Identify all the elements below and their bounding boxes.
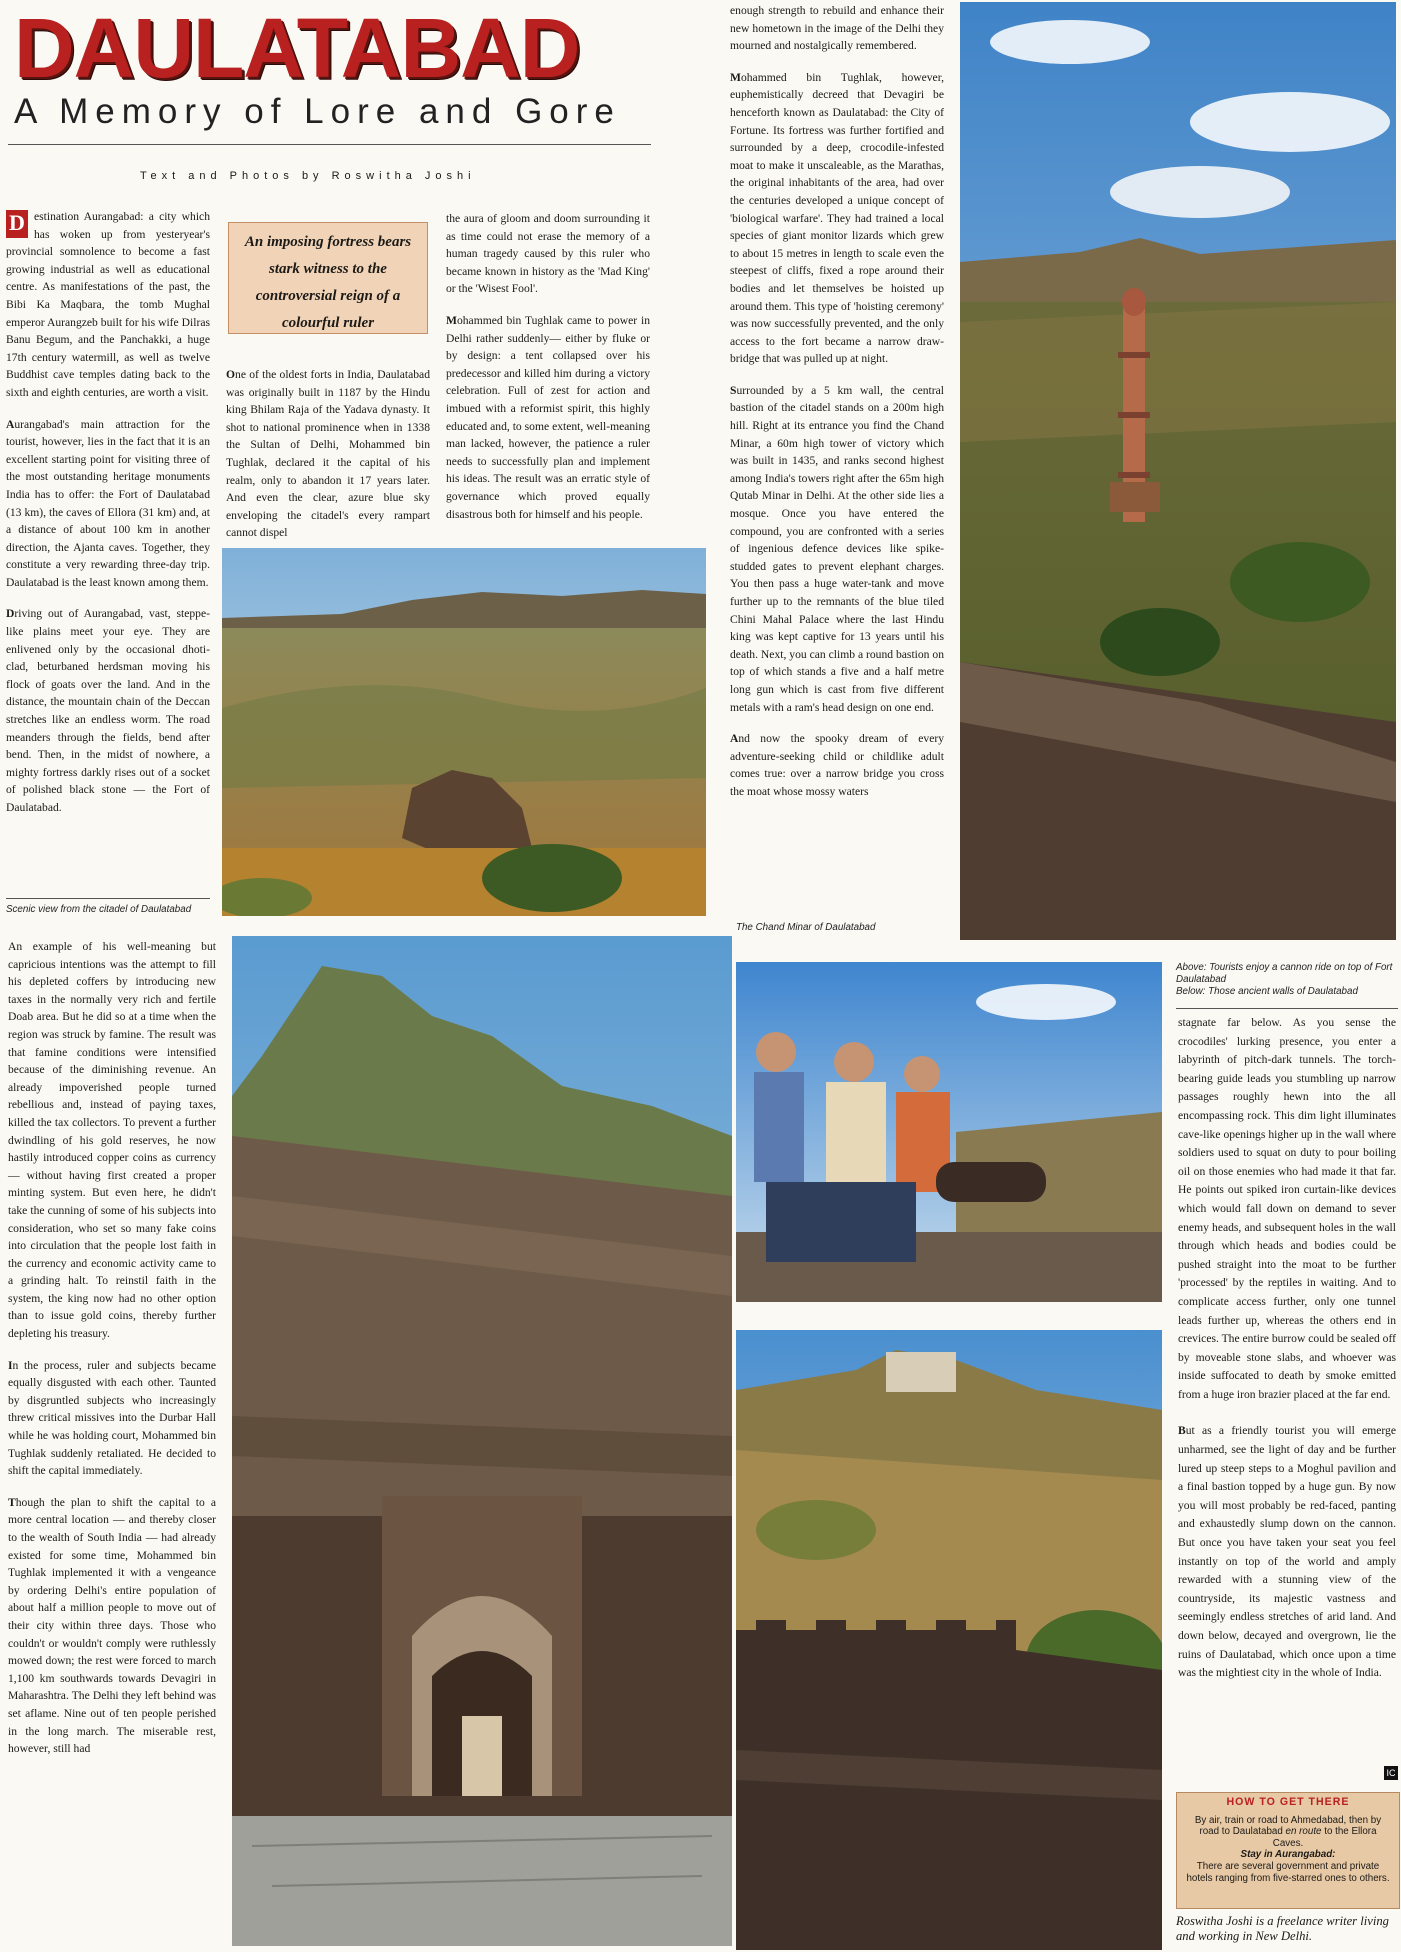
- pullquote: An imposing fortress bears stark witness to the controversial reign of a colourful ruler: [228, 222, 428, 334]
- column-4: [730, 2, 944, 815]
- byline: Text and Photos by Roswitha Joshi: [140, 170, 476, 182]
- caption-scenic: Scenic view from the citadel of Daulatabad: [6, 904, 192, 915]
- article-title: DAULATABAD: [14, 1, 580, 95]
- caption-rule: [1176, 1008, 1398, 1009]
- column-6: [1178, 1014, 1396, 1697]
- scenic-view-photo: [222, 548, 706, 916]
- caption-minar: The Chand Minar of Daulatabad: [736, 922, 876, 933]
- caption-above: Above: Tourists enjoy a cannon ride on top of Fort Daulatabad: [1176, 962, 1393, 985]
- end-mark: IC: [1384, 1766, 1398, 1780]
- paragraph: Driving out of Aurangabad, vast, steppe-like plains meet your eye. They are enlivened only by the occasional dhoti-clad, beturbaned herdsman moving his flock of goats over the land. And in the distance, the mountain chain of the Deccan stretches like an endless worm. The road meanders through the fields, bend after bend. Then, in the midst of nowhere, a mighty fortress darkly rises out of a socket of polished black stone — the Fort of Daulatabad.: [6, 607, 210, 814]
- paragraph: One of the oldest forts in India, Daulatabad was originally built in 1187 by the Hindu king Bhilam Raja of the Yadava dynasty. It shot to national prominence when in 1338 the Sultan of Delhi, Mohammed bin Tughlak, declared it the capital of his realm, only to abandon it 17 years later. And even the clear, azure blue sky enveloping the citadel's every rampart cannot dispel: [226, 368, 430, 540]
- column-3: [446, 210, 650, 537]
- paragraph: the aura of gloom and doom surrounding it as time could not erase the memory of a human tragedy caused by this ruler who became known in history as the 'Mad King' or the 'Wisest Fool'.: [446, 212, 650, 296]
- paragraph: But as a friendly tourist you will emerge unharmed, see the light of day and be further lured up steep steps to a Moghul pavilion and a final bastion topped by a huge gun. By now you will most probably be red-faced, panting and exhaustedly slump down on the cannon. But once you have taken your seat you feel instantly on top of the world and amply rewarded with a stunning view of the countryside, its majestic vastness and seemingly endless stretches of arid land. And down below, decayed and overgrown, lie the ruins of Daulatabad, which once upon a time was the mightiest city in the whole of India.: [1178, 1424, 1396, 1680]
- column-5: [8, 938, 216, 1772]
- column-1: [6, 208, 210, 831]
- paragraph: And now the spooky dream of every adventure-seeking child or childlike adult comes true: over a narrow bridge you cross the moat whose mossy waters: [730, 732, 944, 798]
- howto-subheading: Stay in Aurangabad:: [1240, 1849, 1336, 1861]
- article-subtitle: A Memory of Lore and Gore: [14, 92, 621, 131]
- paragraph: Aurangabad's main attraction for the tourist, however, lies in the fact that it is an excellent starting point for visiting three of the most outstanding heritage monuments India has to offer: the Fort of Daulatabad (13 km), the caves of Ellora (31 km) and, at a distance of about 100 km in another direction, the Ajanta caves. Together, they constitute a very rewarding three-day trip. Daulatabad is the least known among them.: [6, 417, 210, 589]
- fort-gate-photo: [232, 936, 732, 1946]
- paragraph: An example of his well-meaning but capricious intentions was the attempt to fill his depleted coffers by introducing new taxes in the normally very rich and fertile Doab area. But he did so at a time when the region was struck by famine. The result was that famine conditions were intensified because of the diminishing revenue. An already impoverished people turned rebellious and, instead of paying taxes, killed the tax collectors. To prevent a further dwindling of his gold reserves, he now hastily introduced copper coins as currency— without having first created a proper minting system. But even here, he didn't take the cunning of some of his subjects into consideration, who set so many fake coins into circulation that the people lost faith in the currency and economic activity came to a grinding halt. To reinstil faith in the system, the king now had no other option than to issue gold coins, thereby further depleting his treasury.: [8, 940, 216, 1341]
- caption-below: Below: Those ancient walls of Daulatabad: [1176, 986, 1358, 997]
- paragraph: Mohammed bin Tughlak, however, euphemistically decreed that Devagiri be henceforth known as Daulatabad: the City of Fortune. Its fortress was further fortified and surrounded by a deep, crocodile-infested moat to make it unscaleable, as the Marathas, the original inhabitants of the area, had over the centuries developed a unique concept of 'biological warfare'. They had trained a local species of giant monitor lizards which grew to about 15 metres in length to scale even the steepest of cliffs, fixed a rope around their bodies and let themselves be hoisted up around them. This type of 'hoisting ceremony' was now successfully prevented, and the only access to the fort became a narrow draw-bridge that was pulled up at night.: [730, 70, 944, 366]
- howto-heading: HOW TO GET THERE: [1226, 1796, 1350, 1808]
- paragraph: In the process, ruler and subjects became equally disgusted with each other. Taunted by disgruntled subjects who increasingly threw critical missives into the Durbar Hall while he was holding court, Mohammed bin Tughlak suddenly retaliated. He decided to shift the capital immediately.: [8, 1358, 216, 1478]
- howto-line: There are several government and private hotels ranging from five-starred ones to others.: [1186, 1860, 1390, 1884]
- ancient-walls-photo: [736, 1330, 1162, 1950]
- dropcap: D: [6, 210, 28, 238]
- paragraph: Though the plan to shift the capital to a more central location — and thereby closer to the wealth of South India — had already existed for some time, Mohammed bin Tughlak implemented it with a vengeance by ordering Delhi's entire population of about half a million people to move out of their city within three days. Those who couldn't or wouldn't comply were ruthlessly mowed down; the rest were forced to march 1,100 km southwards towards Devagiri in Maharashtra. The Delhi they left behind was set aflame. Nine out of ten people perished in the long march. The miserable rest, however, still had: [8, 1495, 216, 1756]
- chand-minar-photo: [960, 2, 1396, 940]
- paragraph: stagnate far below. As you sense the crocodiles' lurking presence, you enter a labyrinth of pitch-dark tunnels. The torch-bearing guide leads you stumbling up narrow passages roughly hewn into the all encompassing rock. This dim light illuminates cave-like openings higher up in the wall where soldiers used to squat on duty to pour boiling oil on those enemies who had made it that far. He points out spiked iron curtain-like devices which would fall down on demand to sever enemy heads, and subsequent holes in the wall through which heads and bodies could be pushed straight into the moat to be further 'processed' by the reptiles in waiting. And to complicate access further, only one tunnel leads further up, whereas the others end in crevices. The entire burrow could be sealed off by moveable stone slabs, and whoever was inside suffocated to death by smoke emitted from a huge iron brazier placed at the far end.: [1178, 1016, 1396, 1401]
- paragraph: D estination Aurangabad: a city which has woken up from yesteryear's provincial somnolence to become a fast growing industrial as well as educational centre. As manifestations of the past, the Bibi Ka Maqbara, the tomb Mughal emperor Aurangzeb built for his wife Dilras Banu Begum, and the Panchakki, a huge 17th century watermill, as well as twelve Buddhist cave temples dating back to the sixth and eighth centuries, are worth a visit.: [6, 210, 210, 399]
- paragraph: Mohammed bin Tughlak came to power in Delhi rather suddenly— either by fluke or by design: a tent collapsed over his predecessor and killed him during a victory celebration. Full of zest for action and imbued with a reformist spirit, this highly educated and, to some extent, well-meaning man lacked, however, the patience a ruler needs to successfully plan and implement his ideas. The result was an erratic style of governance which proved equally disastrous both for himself and his people.: [446, 313, 650, 521]
- tourists-cannon-photo: [736, 962, 1162, 1302]
- author-bio: Roswitha Joshi is a freelance writer living and working in New Delhi.: [1176, 1914, 1389, 1943]
- paragraph: Surrounded by a 5 km wall, the central bastion of the citadel stands on a 200m high hill. Right at its entrance you find the Chand Minar, a 60m high tower of victory which was built in 1435, and ranks second highest among India's towers right after the 65m high Qutab Minar in Delhi. At the other side lies a mosque. Once you have entered the compound, you are confronted with a series of ingenious defence devices like spike-studded gates to prevent elephant charges. You then pass a huge water-tank and move further up to the remnants of the blue tiled Chini Mahal Palace where the last Hindu king was kept captive for 13 years until his death. Next, you can climb a round bastion on top of which stands a five and a half metre long gun which is cast from five different metals with a ram's head design on one end.: [730, 383, 944, 714]
- caption-rule: [6, 898, 210, 899]
- how-to-get-there-box: [1176, 1792, 1400, 1909]
- header-rule: [8, 144, 651, 145]
- howto-line: By air, train or road to Ahmedabad, then by road to Daulatabad en route to the Ellora Caves.: [1194, 1814, 1382, 1849]
- paragraph: enough strength to rebuild and enhance their new hometown in the image of the Delhi they mourned and nostalgically remembered.: [730, 4, 944, 53]
- column-2: [226, 366, 430, 556]
